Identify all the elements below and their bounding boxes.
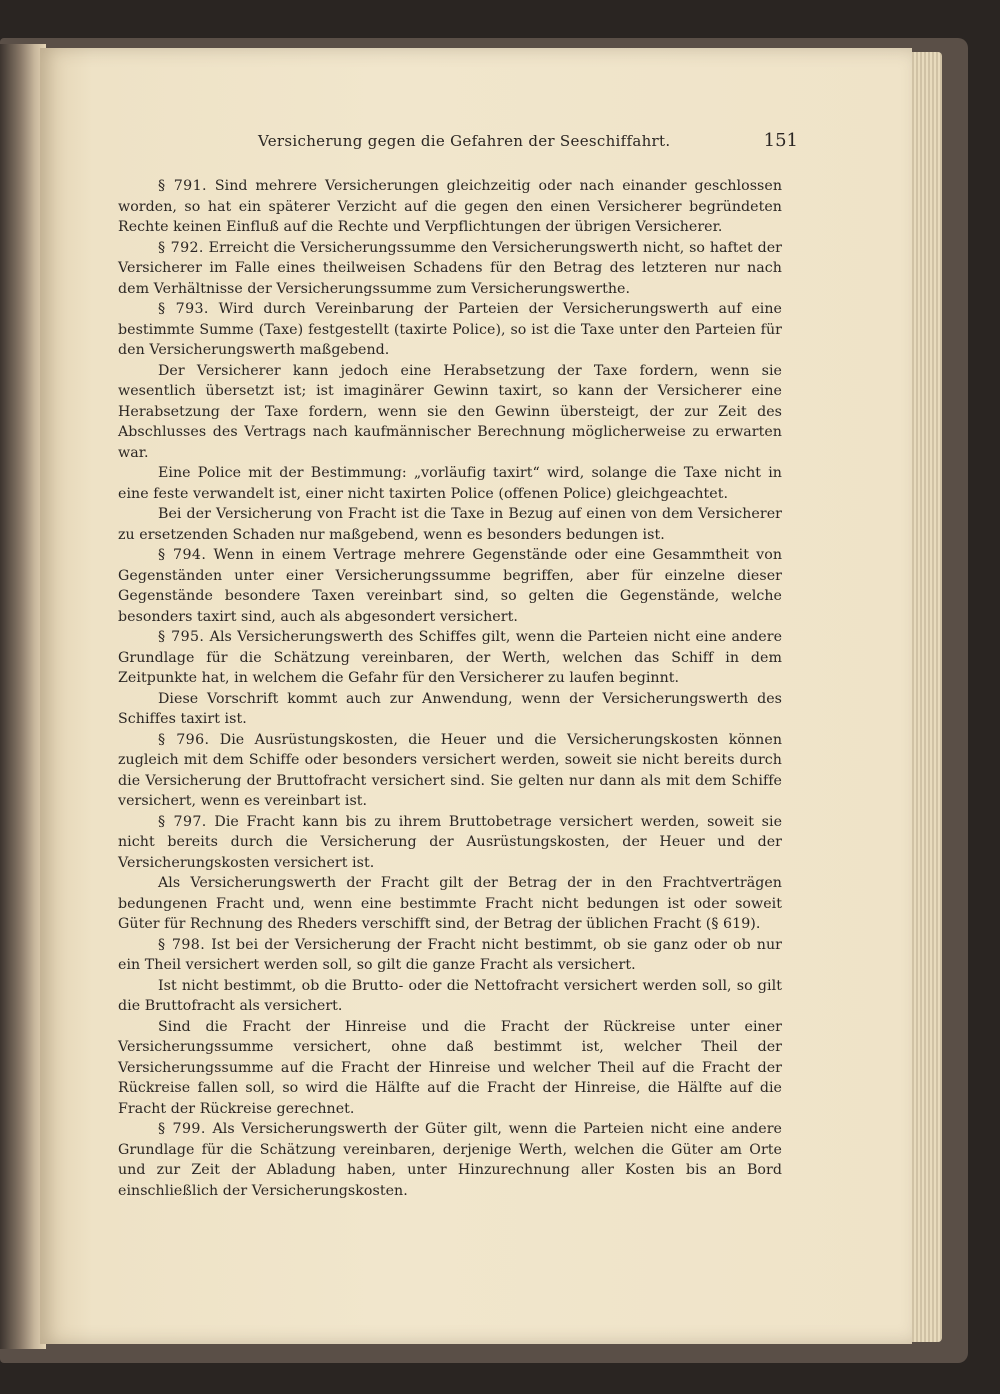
paragraph-text: Sind die Fracht der Hinreise und die Fracht der Rückreise unter einer Versicherungssumme versichert, ohne daß bestimmt ist, welcher Theil der Versicherungssumme auf die Fracht der Hinreise und welcher Theil auf die Fracht der Rückreise fallen soll, so wird die Hälfte auf die Fracht der Hinreise, die Hälfte auf die Fracht der Rückreise gerechnet. bbox=[118, 1018, 782, 1117]
paragraph-text: Diese Vorschrift kommt auch zur Anwendung, wenn der Versicherungswerth des Schiffes taxirt ist. bbox=[118, 690, 782, 727]
header-title: Versicherung gegen die Gefahren der Seeschiffahrt. bbox=[258, 132, 671, 150]
paragraph-text: Der Versicherer kann jedoch eine Herabsetzung der Taxe fordern, wenn sie wesentlich übersetzt ist; ist imaginärer Gewinn taxirt, so kann der Versicherer eine Herabsetzung der Taxe fordern, wenn sie den Gewinn übersteigt, der zur Zeit des Abschlusses des Vertrags nach kaufmännischer Berechnung möglicherweise zu erwarten war. bbox=[118, 362, 782, 461]
page-number: 151 bbox=[763, 130, 798, 151]
section-number: § 794. bbox=[158, 547, 207, 563]
paragraph bbox=[118, 299, 782, 361]
paragraph bbox=[118, 545, 782, 627]
paragraph-text: Die Ausrüstungskosten, die Heuer und die Versicherungskosten können zugleich mit dem Schiffe oder besonders versichert werden, soweit sie nicht bereits durch die Versicherung der Bruttofracht versichert sind. Sie gelten nur dann als mit dem Schiffe versichert, wenn es vereinbart ist. bbox=[118, 731, 783, 809]
paragraph bbox=[118, 238, 782, 300]
section-number: § 791. bbox=[158, 178, 207, 194]
paragraph bbox=[118, 627, 782, 689]
paragraph bbox=[118, 935, 782, 976]
body-text bbox=[118, 176, 782, 1201]
paragraph-text: Als Versicherungswerth der Güter gilt, wenn die Parteien nicht eine andere Grundlage für die Schätzung vereinbaren, derjenige Werth, welchen die Güter am Orte und zur Zeit der Abladung haben, unter Hinzurechnung aller Kosten bis an Bord einschließlich der Versicherungskosten. bbox=[118, 1121, 782, 1199]
paragraph-text: Bei der Versicherung von Fracht ist die Taxe in Bezug auf einen von dem Versicherer zu ersetzenden Schaden nur maßgebend, wenn es besonders bedungen ist. bbox=[118, 506, 782, 543]
paragraph bbox=[118, 812, 782, 874]
paragraph bbox=[118, 361, 782, 464]
section-number: § 797. bbox=[158, 813, 207, 830]
paragraph-text: Sind mehrere Versicherungen gleichzeitig oder nach einander geschlossen worden, so hat ein späterer Verzicht auf die gegen den einen Versicherer begründeten Rechte keinen Einfluß auf die Rechte und Verpflichtungen der übrigen Versicherer. bbox=[118, 178, 783, 235]
paragraph bbox=[118, 1119, 782, 1201]
paragraph bbox=[118, 463, 782, 504]
section-number: § 793. bbox=[158, 301, 209, 317]
paragraph bbox=[118, 176, 782, 238]
paragraph-text: Ist nicht bestimmt, ob die Brutto- oder die Nettofracht versichert werden soll, so gilt die Bruttofracht als versichert. bbox=[118, 977, 782, 1014]
paragraph bbox=[118, 504, 782, 545]
paragraph-text: Wenn in einem Vertrage mehrere Gegenstände oder eine Gesammtheit von Gegenständen unter einer Versicherungssumme begriffen, aber für einzelne dieser Gegenstände besondere Taxen vereinbart sind, so gelten die Gegenstände, welche besonders taxirt sind, auch als abgesondert versichert. bbox=[118, 547, 783, 625]
paragraph-text: Eine Police mit der Bestimmung: „vorläufig taxirt“ wird, solange die Taxe nicht in eine feste verwandelt ist, einer nicht taxirten Police (offenen Police) gleichgeachtet. bbox=[118, 465, 782, 502]
paragraph bbox=[118, 1017, 782, 1120]
section-number: § 795. bbox=[158, 629, 205, 645]
paragraph-text: Erreicht die Versicherungssumme den Versicherungswerth nicht, so haftet der Versicherer im Falle eines theilweisen Schadens für den Betrag des letzteren nur nach dem Verhältnisse der Versicherungssumme zum Versicherungswerthe. bbox=[118, 239, 782, 297]
paragraph-text: Als Versicherungswerth des Schiffes gilt, wenn die Parteien nicht eine andere Grundlage für die Schätzung vereinbaren, der Werth, welchen das Schiff in dem Zeitpunkte hat, in welchem die Gefahr für den Versicherer zu laufen beginnt. bbox=[118, 629, 783, 686]
section-number: § 792. bbox=[158, 239, 204, 256]
paragraph-text: Die Fracht kann bis zu ihrem Bruttobetrage versichert werden, soweit sie nicht bereits durch die Versicherung der Ausrüstungskosten, der Heuer und der Versicherungskosten versichert ist. bbox=[118, 813, 783, 871]
paragraph-text: Ist bei der Versicherung der Fracht nicht bestimmt, ob sie ganz oder ob nur ein Theil versichert werden soll, so gilt die ganze Fracht als versichert. bbox=[118, 936, 783, 973]
section-number: § 798. bbox=[158, 936, 206, 953]
paragraph-text: Als Versicherungswerth der Fracht gilt der Betrag der in den Frachtverträgen bedungenen Fracht und, wenn eine bestimmte Fracht nicht bedungen ist oder soweit Güter für Rechnung des Rheders verschifft sind, der Betrag der üblichen Fracht (§ 619). bbox=[118, 875, 782, 932]
paragraph bbox=[118, 976, 782, 1017]
section-number: § 796. bbox=[158, 731, 210, 748]
section-number: § 799. bbox=[158, 1121, 206, 1137]
paragraph-text: Wird durch Vereinbarung der Parteien der Versicherungswerth auf eine bestimmte Summe (Taxe) festgestellt (taxirte Police), so ist die Taxe unter den Parteien für den Versicherungswerth maßgebend. bbox=[118, 301, 783, 358]
paragraph bbox=[118, 873, 782, 935]
running-header bbox=[258, 130, 798, 156]
paragraph bbox=[118, 730, 782, 812]
paragraph bbox=[118, 689, 782, 730]
